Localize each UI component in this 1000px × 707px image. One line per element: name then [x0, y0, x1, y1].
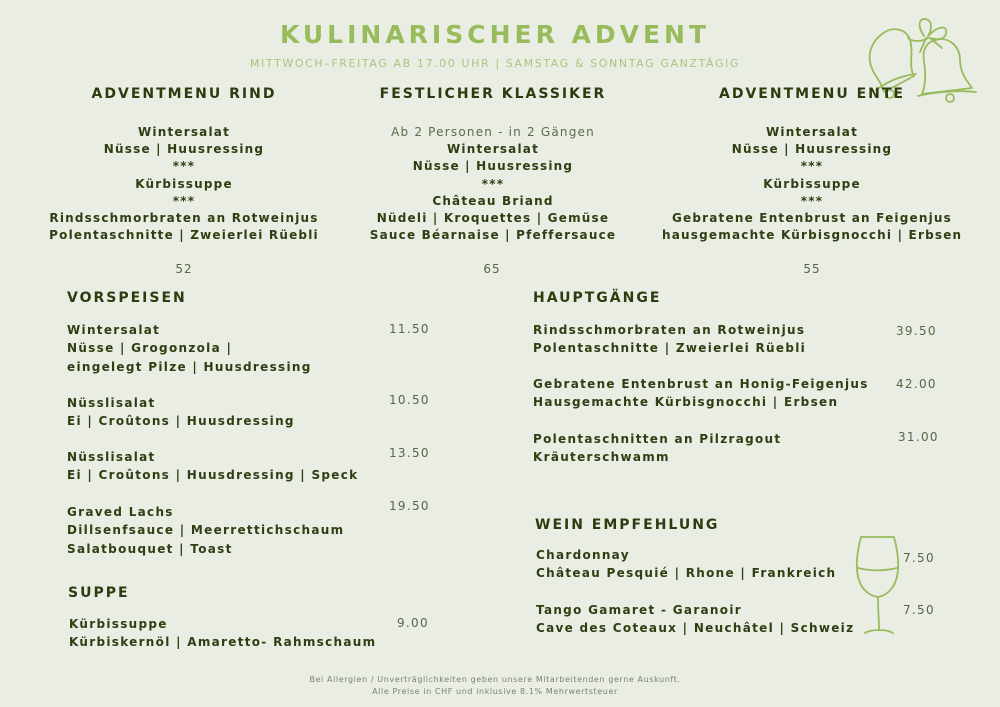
item-line: Nüsslisalat: [67, 396, 156, 410]
list-item: [69, 615, 376, 652]
list-item: [536, 546, 836, 583]
item-line: Ei | Croûtons | Huusdressing | Speck: [67, 468, 359, 483]
section-title-wein: WEIN EMPFEHLUNG: [535, 517, 720, 533]
section-title-hauptgaenge: HAUPTGÄNGE: [533, 290, 662, 306]
wine-glass-icon: [852, 534, 902, 636]
item-line: Dillsenfsauce | Meerrettichschaum: [67, 523, 345, 538]
item-price: 7.50: [903, 603, 935, 617]
menu-line: Gebratene Entenbrust an Feigenjus: [671, 211, 953, 226]
menu-line: Nüsse | Huusressing: [103, 142, 265, 157]
set-menu-price: 52: [175, 262, 193, 276]
menu-line: Nüdeli | Kroquettes | Gemüse: [376, 211, 610, 226]
menu-line: Sauce Béarnaise | Pfeffersauce: [369, 228, 617, 243]
item-line: Gebratene Entenbrust an Honig-Feigenjus: [533, 377, 869, 391]
item-line: Chardonnay: [536, 548, 630, 562]
menu-line: Polentaschnitte | Zweierlei Rüebli: [49, 228, 319, 243]
menu-line: Wintersalat: [137, 125, 231, 139]
menu-line: Wintersalat: [765, 125, 859, 139]
list-item: [533, 375, 869, 412]
menu-line: ***: [800, 159, 824, 174]
footer-note: [0, 674, 990, 698]
menu-line: Kürbissuppe: [135, 176, 233, 191]
item-line: Kürbissuppe: [69, 617, 168, 631]
menu-line: Nüsse | Huusressing: [731, 142, 893, 157]
list-item: [67, 448, 358, 485]
item-line: Salatbouquet | Toast: [67, 541, 233, 556]
section-title-vorspeisen: VORSPEISEN: [67, 290, 187, 306]
item-price: 42.00: [896, 377, 937, 391]
item-line: Nüsslisalat: [67, 450, 156, 464]
menu-line: ***: [172, 193, 196, 208]
page-title: KULINARISCHER ADVENT: [279, 20, 711, 49]
menu-line: Wintersalat: [446, 142, 540, 157]
set-menu-rind: [34, 124, 334, 244]
list-item: [533, 430, 781, 467]
menu-note: Ab 2 Personen - in 2 Gängen: [391, 125, 595, 139]
item-line: Hausgemachte Kürbisgnocchi | Erbsen: [533, 395, 839, 410]
menu-line: ***: [481, 176, 505, 191]
menu-line: ***: [172, 159, 196, 174]
set-menu-price: 55: [803, 262, 821, 276]
menu-line: Château Briand: [432, 193, 554, 208]
item-line: Nüsse | Grogonzola |: [67, 341, 233, 356]
item-line: Rindsschmorbraten an Rotweinjus: [533, 323, 806, 337]
item-line: Ei | Croûtons | Huusdressing: [67, 414, 295, 429]
item-price: 9.00: [397, 616, 429, 630]
list-item: [533, 321, 806, 358]
item-price: 19.50: [389, 499, 430, 513]
set-menu-ente: [662, 124, 962, 244]
item-line: Polentaschnitte | Zweierlei Rüebli: [533, 341, 807, 356]
price-note: Alle Preise in CHF und inklusive 8.1% Mehrwertsteuer: [372, 687, 618, 696]
opening-hours: MITTWOCH–FREITAG AB 17.00 UHR | SAMSTAG & SONNTAG GANZTÄGIG: [249, 57, 741, 70]
item-line: Cave des Coteaux | Neuchâtel | Schweiz: [536, 621, 855, 636]
section-title-suppe: SUPPE: [68, 585, 130, 601]
list-item: [67, 321, 312, 376]
set-menu-title: ADVENTMENU RIND: [91, 86, 277, 102]
menu-line: Rindsschmorbraten an Rotweinjus: [49, 211, 319, 226]
item-line: Tango Gamaret - Garanoir: [536, 603, 742, 617]
menu-line: Kürbissuppe: [763, 176, 861, 191]
item-line: eingelegt Pilze | Huusdressing: [67, 359, 312, 374]
item-price: 39.50: [896, 324, 937, 338]
item-price: 13.50: [389, 446, 430, 460]
set-menu-price: 65: [483, 262, 501, 276]
list-item: [67, 503, 344, 558]
item-line: Graved Lachs: [67, 505, 174, 519]
item-line: Kürbiskernöl | Amaretto- Rahmschaum: [69, 635, 377, 650]
menu-line: hausgemachte Kürbisgnocchi | Erbsen: [662, 228, 963, 243]
item-line: Château Pesquié | Rhone | Frankreich: [536, 566, 837, 581]
item-price: 31.00: [898, 430, 939, 444]
item-price: 7.50: [903, 551, 935, 565]
menu-line: ***: [800, 193, 824, 208]
item-price: 11.50: [389, 322, 430, 336]
set-menu-klassiker: [343, 124, 643, 244]
item-price: 10.50: [389, 393, 430, 407]
item-line: Wintersalat: [67, 323, 161, 337]
menu-line: Nüsse | Huusressing: [412, 159, 574, 174]
allergy-note: Bei Allergien / Unverträglichkeiten geben unsere Mitarbeitenden gerne Auskunft.: [309, 675, 681, 684]
set-menu-title: FESTLICHER KLASSIKER: [379, 86, 607, 102]
list-item: [536, 601, 854, 638]
item-line: Kräuterschwamm: [533, 450, 670, 465]
list-item: [67, 394, 295, 431]
item-line: Polentaschnitten an Pilzragout: [533, 432, 782, 446]
set-menu-title: ADVENTMENU ENTE: [719, 86, 905, 102]
